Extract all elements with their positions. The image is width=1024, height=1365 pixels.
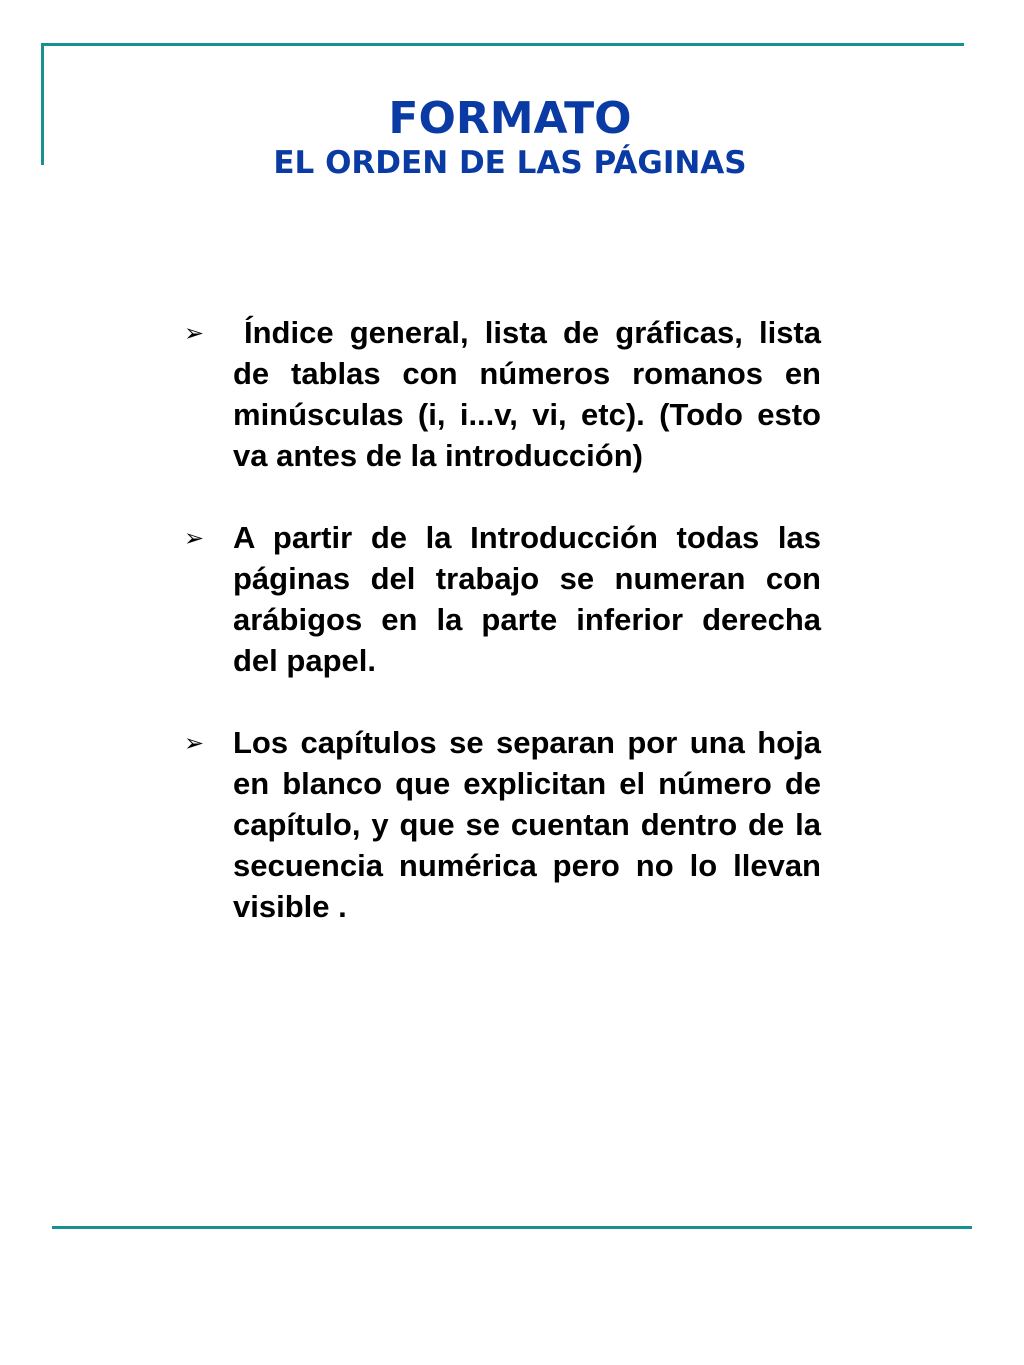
slide-header bbox=[0, 92, 1024, 183]
bullet-text: Los capítulos se separan por una hoja en blanco que explicitan el número de capítulo, y que se cuentan dentro de la secuencia numérica pero no lo llevan visible . bbox=[233, 725, 821, 924]
bullet-text: A partir de la Introducción todas las páginas del trabajo se numeran con arábigos en la parte inferior derecha del papel. bbox=[233, 520, 821, 678]
bullet-list bbox=[184, 312, 821, 968]
bullet-text: Índice general, lista de gráficas, lista de tablas con números romanos en minúsculas (i, i...v, vi, etc). (Todo esto va antes de la introducción) bbox=[233, 315, 821, 473]
bullet-item-chapter-separators bbox=[184, 722, 821, 927]
arrowhead-bullet-icon: ➢ bbox=[184, 319, 205, 347]
top-frame-line bbox=[41, 43, 964, 46]
page-subtitle: EL ORDEN DE LAS PÁGINAS bbox=[273, 145, 747, 181]
bullet-item-index-pages bbox=[184, 312, 821, 476]
bullet-item-arabic-numbering bbox=[184, 517, 821, 681]
arrowhead-bullet-icon: ➢ bbox=[184, 729, 205, 757]
page-title: FORMATO bbox=[388, 93, 632, 144]
arrowhead-bullet-icon: ➢ bbox=[184, 524, 205, 552]
bottom-frame-line bbox=[52, 1226, 972, 1229]
